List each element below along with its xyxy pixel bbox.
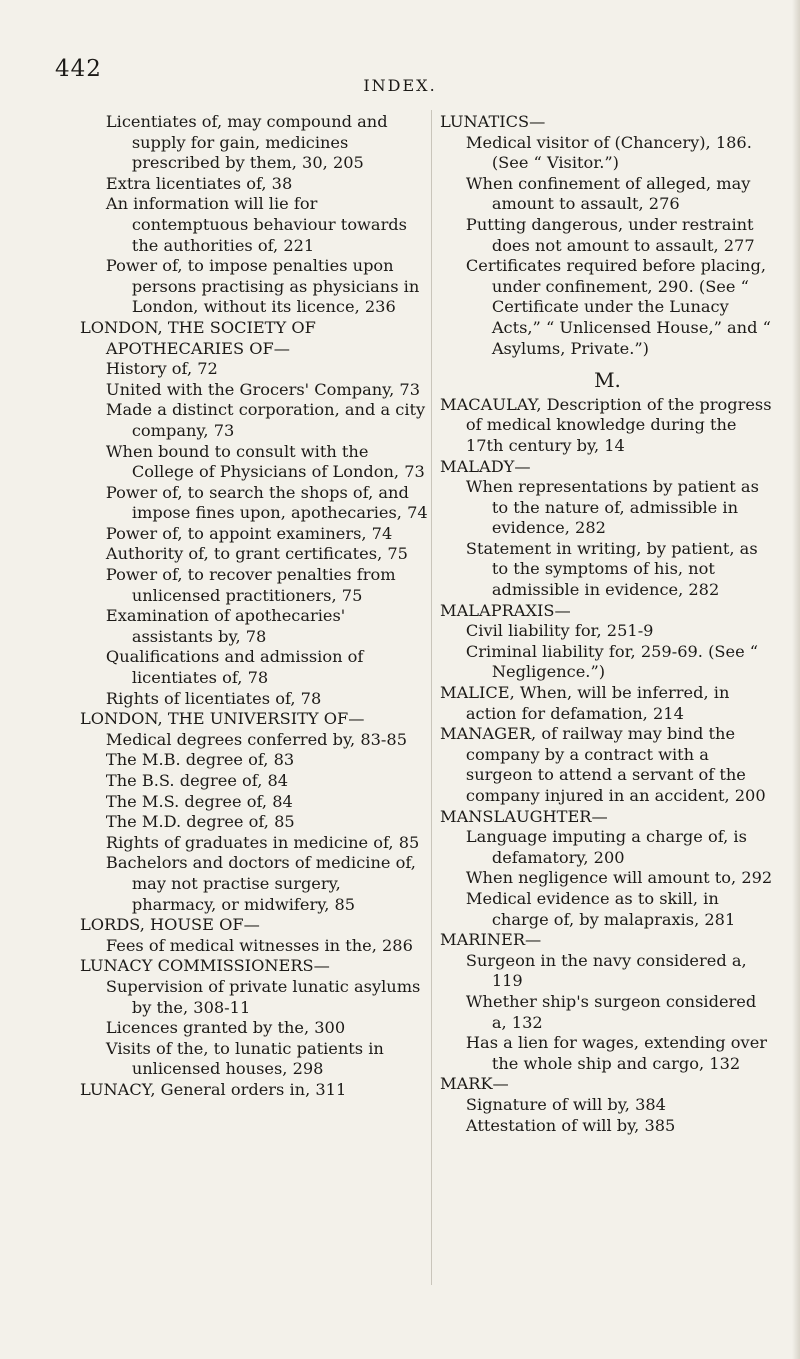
index-heading: MALICE, When, will be inferred, in action for defamation, 214 (440, 683, 730, 723)
index-heading: LUNATICS— (440, 112, 546, 131)
index-column-left (80, 112, 428, 1101)
index-subentry: Rights of graduates in medicine of, 85 (105, 832, 420, 852)
index-subentry: Signature of will by, 384 (465, 1094, 666, 1114)
index-subentry: United with the Grocers' Company, 73 (105, 379, 421, 399)
index-subentry: Licences granted by the, 300 (105, 1018, 346, 1038)
index-subentry: Fees of medical witnesses in the, 286 (105, 935, 413, 955)
index-heading: LUNACY, General orders in, 311 (80, 1079, 347, 1099)
index-subentry: The B.S. degree of, 84 (105, 771, 289, 790)
index-subentry: Bachelors and doctors of medicine of, may not practise surgery, pharmacy, or midwifery, 85 (105, 853, 416, 914)
index-subentry: Rights of licentiates of, 78 (105, 688, 322, 708)
index-heading: MACAULAY, Description of the progress of medical knowledge during the 17th century by, 14 (440, 394, 772, 455)
column-divider (431, 110, 432, 1285)
index-subentry: Putting dangerous, under restraint does not amount to assault, 277 (465, 214, 755, 255)
index-subentry: Language imputing a charge of, is defamatory, 200 (465, 827, 747, 867)
index-subentry: Civil liability for, 251-9 (465, 621, 654, 641)
index-subentry: An information will lie for contemptuous behaviour towards the authorities of, 221 (105, 194, 407, 255)
index-subentry: Extra licentiates of, 38 (105, 173, 293, 193)
index-subentry: Visits of the, to lunatic patients in unlicensed houses, 298 (105, 1038, 384, 1079)
index-subentry: Attestation of will by, 385 (465, 1115, 676, 1135)
index-subentry: When negligence will amount to, 292 (465, 868, 773, 888)
index-heading: MARK— (440, 1074, 509, 1094)
index-heading: LONDON, THE SOCIETY OF APOTHECARIES OF— (80, 317, 316, 358)
index-subentry: Supervision of private lunatic asylums by the, 308-11 (105, 976, 421, 1017)
index-subentry: Made a distinct corporation, and a city company, 73 (105, 400, 426, 440)
index-subentry: Power of, to impose penalties upon persons practising as physicians in London, without its licence, 236 (105, 256, 420, 317)
index-subentry: Qualifications and admission of licentiates of, 78 (105, 647, 364, 688)
index-subentry: Power of, to recover penalties from unlicensed practitioners, 75 (105, 565, 396, 605)
index-heading: MALADY— (440, 456, 531, 476)
index-subentry: Certificates required before placing, under confinement, 290. (See “ Certificate under the Lunacy Acts,” “ Unlicensed House,” and “ Asylums, Private.”) (465, 256, 771, 358)
index-subentry: The M.S. degree of, 84 (105, 791, 293, 811)
index-subentry: Whether ship's surgeon considered a, 132 (465, 991, 757, 1032)
index-subentry: Has a lien for wages, extending over the whole ship and cargo, 132 (465, 1033, 768, 1073)
index-heading: LUNACY COMMISSIONERS— (80, 956, 330, 976)
index-subentry: Authority of, to grant certificates, 75 (105, 544, 408, 564)
index-subentry: Power of, to search the shops of, and impose fines upon, apothecaries, 74 (105, 482, 428, 523)
index-subentry: Examination of apothecaries' assistants by, 78 (105, 606, 346, 646)
index-subentry: Criminal liability for, 259-69. (See “ Negligence.”) (465, 641, 759, 682)
page-edge-shadow (792, 0, 800, 1359)
index-heading: MARINER— (440, 930, 542, 950)
index-heading: LONDON, THE UNIVERSITY OF— (80, 709, 365, 729)
index-subentry: Medical visitor of (Chancery), 186. (See “ Visitor.”) (465, 132, 752, 173)
index-column-right (440, 112, 775, 1136)
index-subentry: Medical degrees conferred by, 83-85 (105, 729, 407, 749)
index-subentry: The M.D. degree of, 85 (105, 812, 295, 832)
index-heading: MANAGER, of railway may bind the company by a contract with a surgeon to attend a servant of the company injured in an accident, 200 (440, 724, 766, 805)
index-subentry: The M.B. degree of, 83 (105, 750, 295, 770)
index-subentry: Medical evidence as to skill, in charge of, by malapraxis, 281 (465, 888, 736, 929)
index-subentry: Power of, to appoint examiners, 74 (105, 523, 393, 543)
section-letter: M. (594, 368, 621, 393)
running-head: INDEX. (363, 76, 437, 95)
index-subentry: Surgeon in the navy considered a, 119 (465, 950, 747, 991)
index-subentry: Licentiates of, may compound and supply for gain, medicines prescribed by them, 30, 205 (105, 112, 388, 173)
index-heading: LORDS, HOUSE OF— (80, 915, 260, 935)
index-heading: MALAPRAXIS— (440, 600, 571, 620)
index-subentry: History of, 72 (105, 359, 218, 379)
page-number: 442 (55, 56, 102, 82)
index-heading: MANSLAUGHTER— (440, 806, 608, 826)
index-subentry: Statement in writing, by patient, as to the symptoms of his, not admissible in evidence, 282 (465, 538, 758, 600)
index-subentry: When bound to consult with the College of Physicians of London, 73 (105, 441, 425, 482)
index-subentry: When representations by patient as to the nature of, admissible in evidence, 282 (465, 477, 759, 538)
index-subentry: When confinement of alleged, may amount to assault, 276 (465, 173, 751, 214)
